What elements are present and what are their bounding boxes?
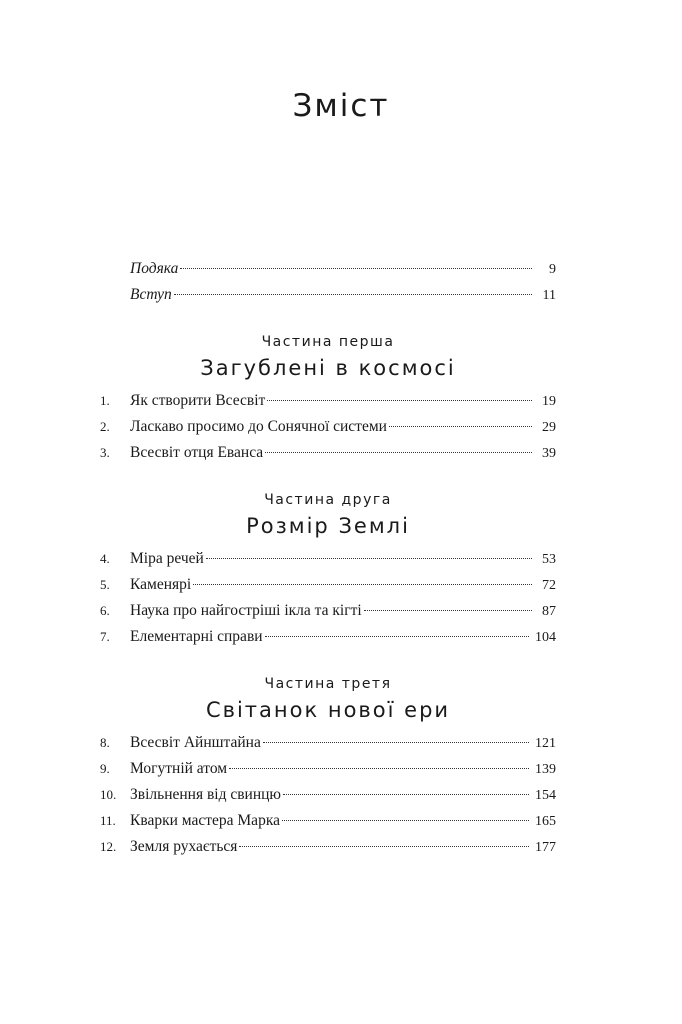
toc-entry-chapter[interactable] (100, 576, 556, 602)
entry-number: 3. (100, 445, 110, 460)
part-kicker: Частина друга (264, 492, 392, 508)
part-heading-2 (100, 492, 556, 538)
entry-page: 72 (542, 578, 556, 593)
entry-page: 9 (549, 262, 556, 277)
entry-page: 177 (535, 840, 556, 855)
page-title: Зміст (292, 88, 390, 124)
entry-page: 11 (542, 288, 556, 303)
toc-entry-chapter[interactable] (100, 812, 556, 838)
entry-title: Каменярі (130, 576, 192, 593)
toc-entry-introduction[interactable] (100, 286, 556, 312)
entry-title: Міра речей (130, 550, 204, 567)
dot-leader (174, 294, 532, 295)
toc-entry-chapter[interactable] (100, 418, 556, 444)
dot-leader (282, 820, 529, 821)
entry-number: 11. (100, 813, 116, 828)
toc-entry-chapter[interactable] (100, 602, 556, 628)
toc-entry-chapter[interactable] (100, 786, 556, 812)
entry-number: 4. (100, 551, 110, 566)
toc-entry-acknowledgements[interactable] (100, 260, 556, 286)
entry-title: Елементарні справи (130, 628, 263, 645)
entry-title: Всесвіт Айнштайна (130, 734, 261, 751)
dot-leader (193, 584, 532, 585)
dot-leader (265, 636, 529, 637)
entry-title: Звільнення від свинцю (130, 786, 282, 803)
entry-page: 139 (535, 762, 556, 777)
entry-title: Подяка (130, 260, 179, 277)
dot-leader (263, 742, 529, 743)
dot-leader (180, 268, 532, 269)
toc-entry-chapter[interactable] (100, 550, 556, 576)
entry-page: 39 (542, 446, 556, 461)
entry-number: 7. (100, 629, 110, 644)
toc-entry-chapter[interactable] (100, 734, 556, 760)
toc-entry-chapter[interactable] (100, 392, 556, 418)
dot-leader (206, 558, 532, 559)
part-title: Розмір Землі (246, 514, 410, 538)
entry-number: 9. (100, 761, 110, 776)
dot-leader (364, 610, 532, 611)
dot-leader (239, 846, 529, 847)
part-kicker: Частина перша (261, 334, 395, 350)
entry-page: 19 (542, 394, 556, 409)
entry-title: Ласкаво просимо до Сонячної системи (130, 418, 387, 435)
dot-leader (267, 400, 532, 401)
entry-number: 5. (100, 577, 110, 592)
entry-title: Наука про найгостріші ікла та кігті (130, 602, 362, 619)
dot-leader (229, 768, 529, 769)
dot-leader (265, 452, 532, 453)
entry-title: Як створити Всесвіт (130, 392, 266, 409)
entry-title: Кварки мастера Марка (130, 812, 280, 829)
part-kicker: Частина третя (264, 676, 392, 692)
entry-title: Вступ (130, 286, 172, 303)
entry-page: 104 (535, 630, 556, 645)
part-title: Загублені в космосі (200, 356, 456, 380)
entry-number: 12. (100, 839, 117, 854)
entry-page: 154 (535, 788, 556, 803)
entry-number: 10. (100, 787, 117, 802)
part-title: Світанок нової ери (205, 698, 451, 722)
toc-entry-chapter[interactable] (100, 628, 556, 654)
toc-entry-chapter[interactable] (100, 760, 556, 786)
part-heading-1 (100, 334, 556, 380)
entry-title: Всесвіт отця Еванса (130, 444, 264, 461)
entry-page: 87 (542, 604, 556, 619)
entry-title: Могутній атом (130, 760, 228, 777)
entry-number: 8. (100, 735, 110, 750)
entry-page: 29 (542, 420, 556, 435)
entry-number: 2. (100, 419, 110, 434)
dot-leader (283, 794, 529, 795)
table-of-contents (100, 260, 556, 864)
entry-number: 6. (100, 603, 110, 618)
entry-page: 165 (535, 814, 556, 829)
part-heading-3 (100, 676, 556, 722)
toc-entry-chapter[interactable] (100, 838, 556, 864)
toc-entry-chapter[interactable] (100, 444, 556, 470)
entry-title: Земля рухається (130, 838, 238, 855)
entry-page: 53 (542, 552, 556, 567)
entry-page: 121 (535, 736, 556, 751)
entry-number: 1. (100, 393, 110, 408)
dot-leader (389, 426, 532, 427)
